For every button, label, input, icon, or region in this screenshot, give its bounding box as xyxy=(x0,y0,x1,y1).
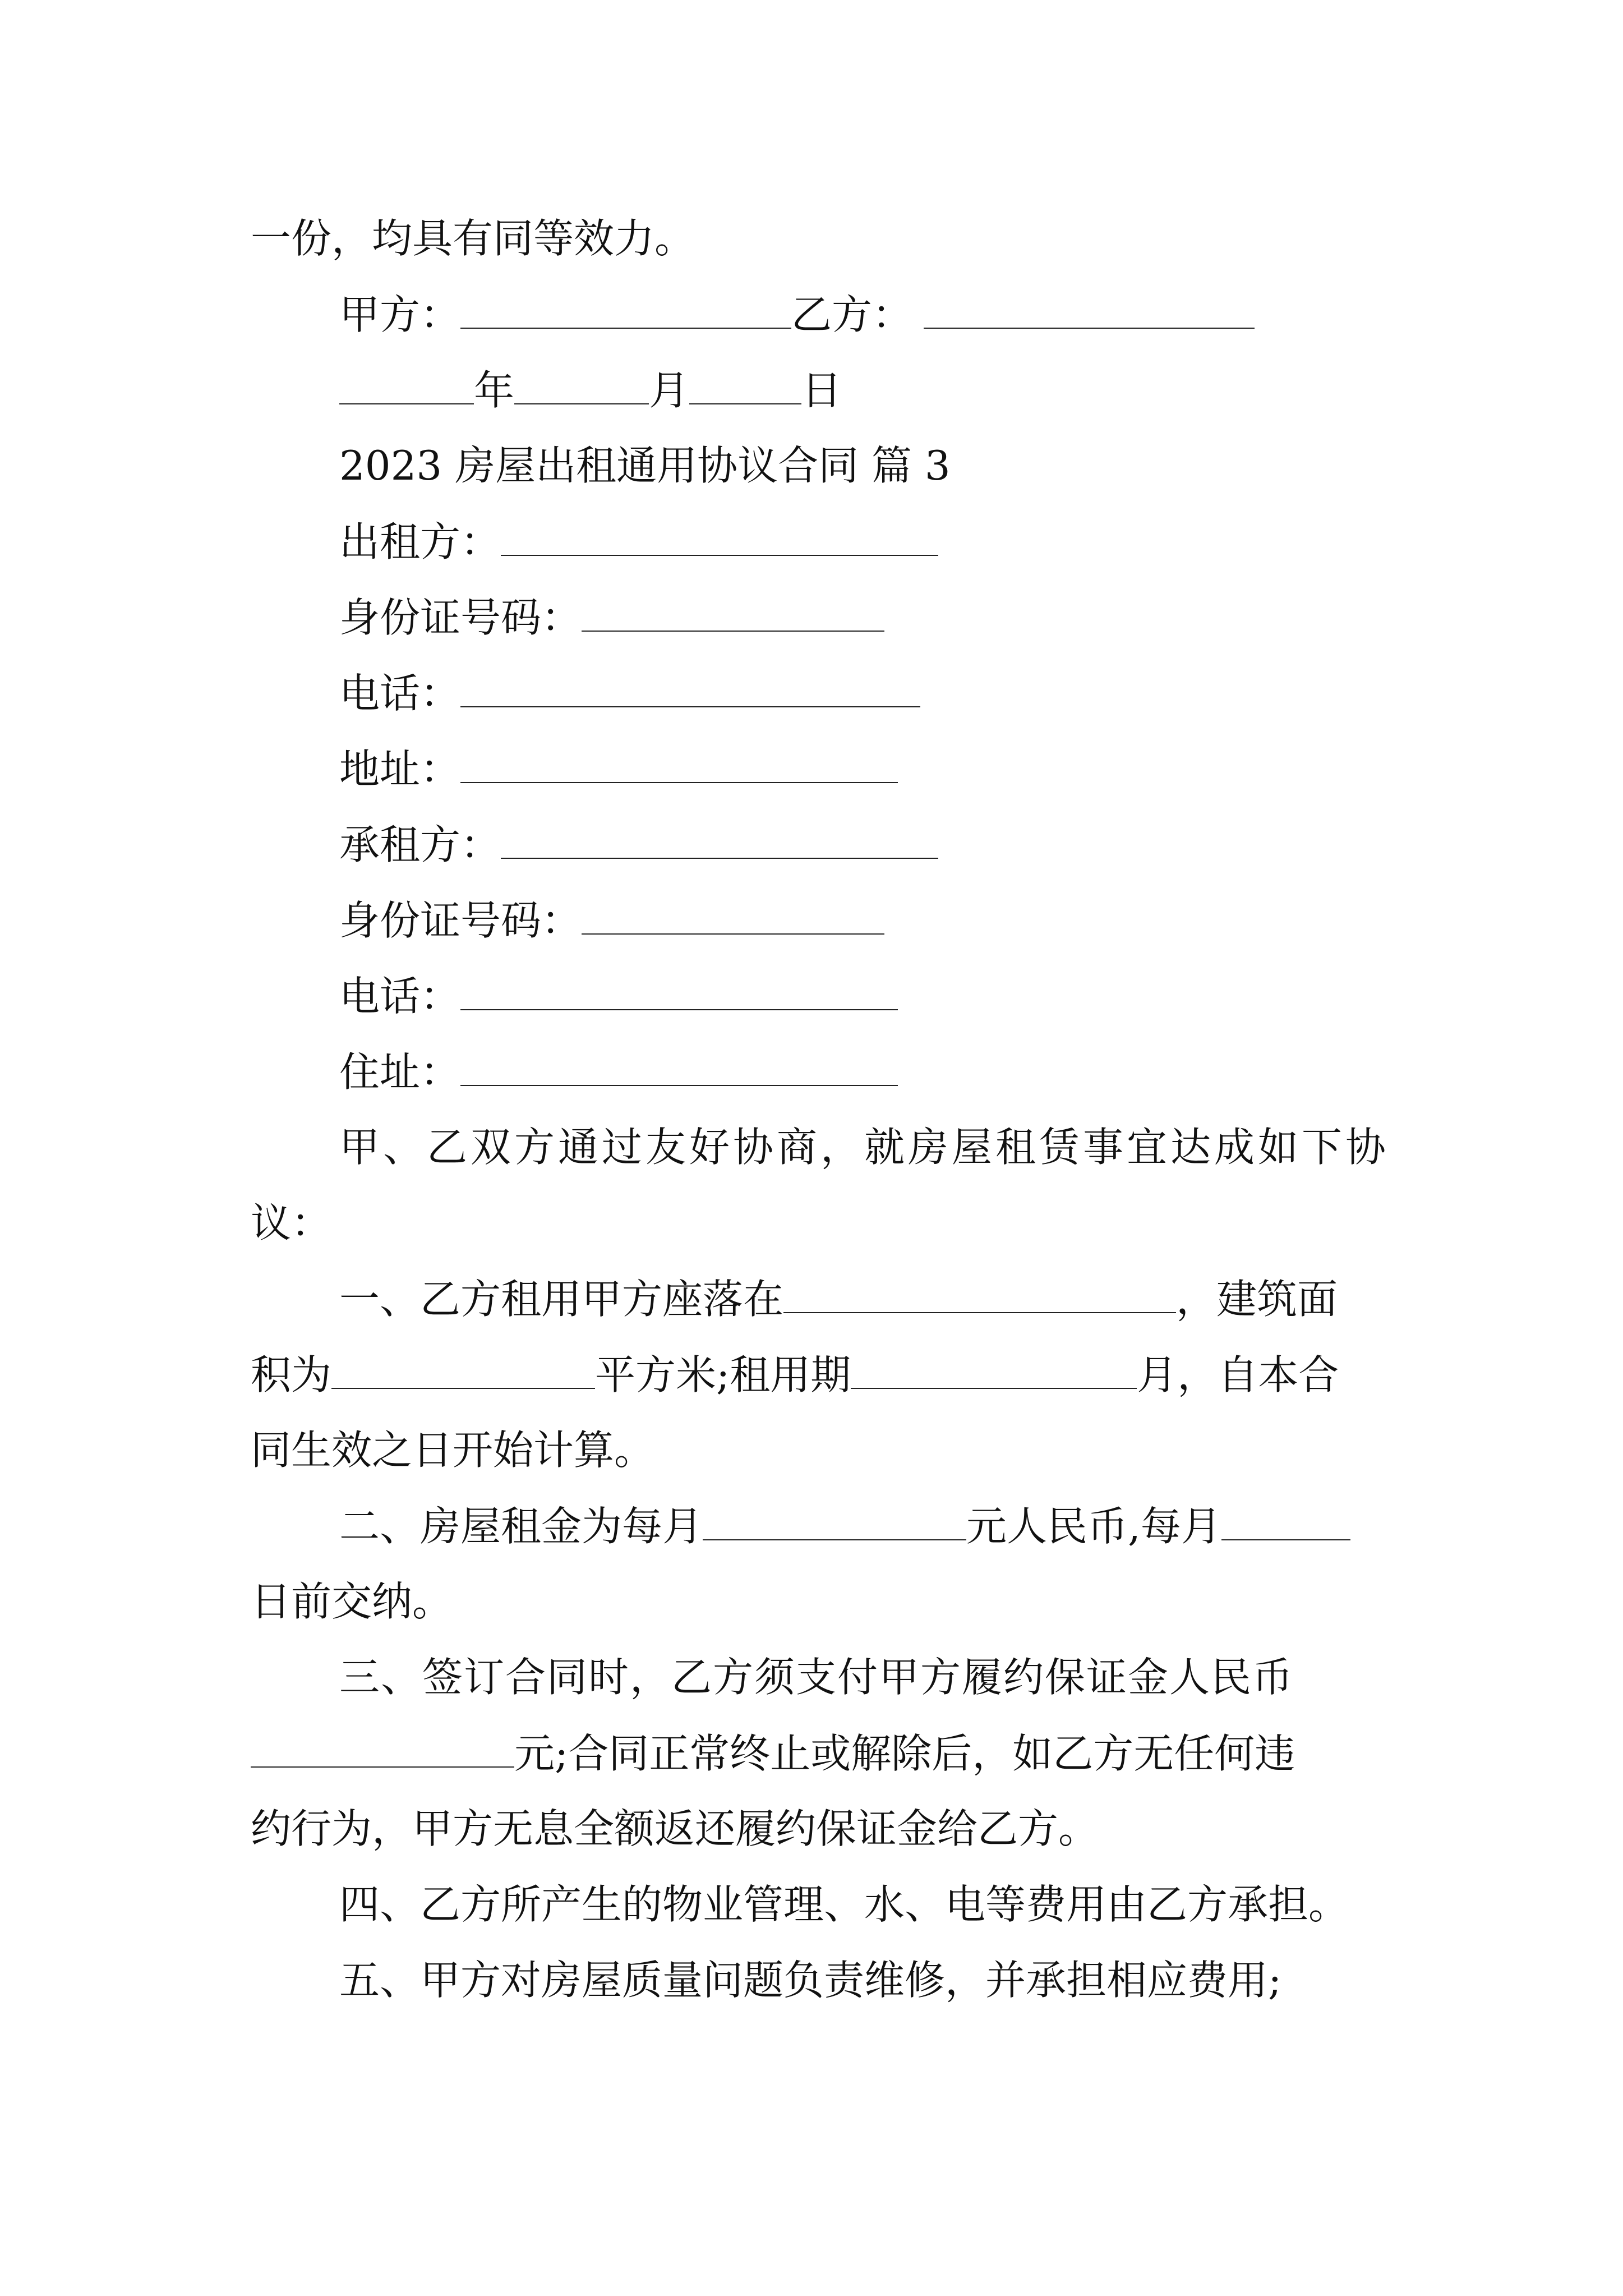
month-blank[interactable] xyxy=(514,362,649,404)
lessee-phone-blank[interactable] xyxy=(460,968,898,1010)
field-lessee-residence xyxy=(339,1043,898,1099)
deposit-amount-blank[interactable] xyxy=(251,1725,514,1768)
lessee-id-blank[interactable] xyxy=(582,892,884,935)
clause-text: 积为 xyxy=(251,1351,332,1398)
area-blank[interactable] xyxy=(331,1346,595,1389)
clause-text: 一、乙方租用甲方座落在 xyxy=(339,1276,784,1323)
clause-text: 元;合同正常终止或解除后，如乙方无任何违 xyxy=(514,1730,1295,1777)
lessee-residence-label: 住址： xyxy=(339,1048,461,1096)
paragraph-text: 约行为，甲方无息全额返还履约保证金给乙方。 xyxy=(251,1805,1099,1852)
paragraph-text: 甲、乙双方通过友好协商，就房屋租赁事宜达成如下协 xyxy=(339,1124,1390,1171)
paragraph-text: 议： xyxy=(251,1199,332,1246)
paragraph-text: 三、签订合同时，乙方须支付甲方履约保证金人民币 xyxy=(339,1654,1294,1701)
lessor-blank[interactable] xyxy=(501,513,938,556)
lessor-id-blank[interactable] xyxy=(582,589,884,632)
lessee-residence-blank[interactable] xyxy=(460,1043,898,1086)
field-lessee xyxy=(339,816,938,872)
field-lessor xyxy=(339,513,938,569)
text-line: 一份，均具有同等效力。 xyxy=(251,215,695,262)
clause-text: 平方米;租用期 xyxy=(595,1351,851,1398)
lease-term-blank[interactable] xyxy=(851,1346,1137,1389)
clause-2-line-1 xyxy=(339,1498,1350,1554)
paragraph-text: 同生效之日开始计算。 xyxy=(251,1427,655,1474)
party-b-blank[interactable] xyxy=(924,286,1255,329)
lessee-label: 承租方： xyxy=(339,821,501,868)
lessee-blank[interactable] xyxy=(501,816,938,859)
year-label: 年 xyxy=(474,367,515,414)
clause-text: 二、房屋租金为每月 xyxy=(339,1503,703,1550)
clause-1-line-1 xyxy=(339,1271,1338,1327)
year-blank[interactable] xyxy=(339,362,474,404)
field-lessor-address xyxy=(339,740,898,797)
day-blank[interactable] xyxy=(689,362,801,404)
rent-amount-blank[interactable] xyxy=(703,1498,966,1540)
lessor-phone-blank[interactable] xyxy=(460,665,920,707)
lessor-id-label: 身份证号码： xyxy=(339,594,582,641)
field-lessee-phone xyxy=(339,968,898,1024)
paragraph-text: 日前交纳。 xyxy=(251,1578,453,1625)
party-a-label: 甲方： xyxy=(339,291,461,338)
lessee-id-label: 身份证号码： xyxy=(339,897,582,944)
paragraph-text: 五、甲方对房屋质量问题负责维修，并承担相应费用; xyxy=(339,1957,1282,2004)
month-label: 月 xyxy=(649,367,690,414)
section-heading: 2023 房屋出租通用协议合同 篇 3 xyxy=(339,442,951,489)
signature-line-parties xyxy=(339,286,1255,342)
paragraph-text: 四、乙方所产生的物业管理、水、电等费用由乙方承担。 xyxy=(339,1881,1349,1928)
clause-text: 元人民币,每月 xyxy=(966,1503,1221,1550)
field-lessee-id xyxy=(339,892,884,948)
location-blank[interactable] xyxy=(783,1271,1176,1313)
clause-text: 月，自本合 xyxy=(1137,1351,1339,1398)
lessor-address-blank[interactable] xyxy=(460,740,898,783)
date-line xyxy=(339,362,842,418)
payment-day-blank[interactable] xyxy=(1221,1498,1350,1540)
clause-1-line-2 xyxy=(251,1346,1339,1402)
lessor-phone-label: 电话： xyxy=(339,670,461,717)
party-b-label: 乙方： xyxy=(791,291,913,338)
field-lessor-phone xyxy=(339,665,920,721)
lessor-label: 出租方： xyxy=(339,518,501,565)
party-a-blank[interactable] xyxy=(460,286,791,329)
field-lessor-id xyxy=(339,589,884,645)
lessee-phone-label: 电话： xyxy=(339,973,461,1020)
clause-text: ，建筑面 xyxy=(1176,1276,1338,1323)
clause-3-line-2 xyxy=(251,1725,1295,1781)
day-label: 日 xyxy=(801,367,842,414)
lessor-address-label: 地址： xyxy=(339,746,461,793)
